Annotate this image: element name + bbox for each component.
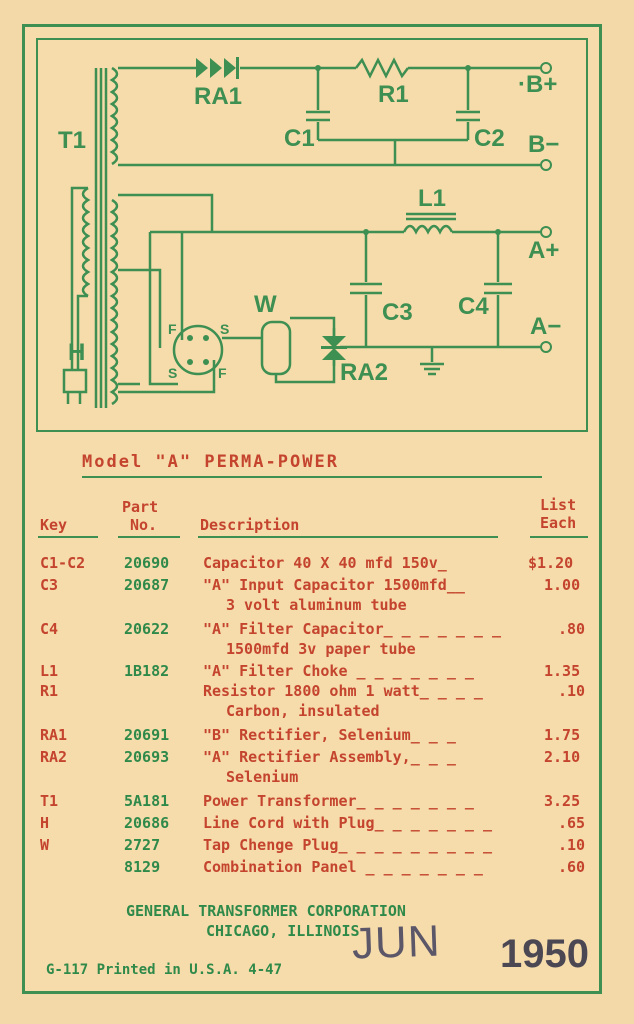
date-stamp-year: 1950 (500, 932, 589, 976)
row-desc: "A" Input Capacitor 1500mfd__ (203, 576, 465, 594)
row-part: 1B182 (124, 662, 170, 680)
row-part: 20687 (124, 576, 170, 594)
label-socket-f1: F (168, 321, 177, 337)
parts-row (0, 726, 634, 748)
row-key: C3 (40, 576, 59, 594)
row-desc: "A" Filter Capacitor_ _ _ _ _ _ _ (203, 620, 502, 638)
row-price: 3.25 (544, 792, 581, 810)
header-rule-key (38, 536, 98, 538)
header-list-2: Each (540, 514, 577, 532)
label-ra1: RA1 (194, 83, 243, 110)
row-desc: Capacitor 40 X 40 mfd 150v_ (203, 554, 447, 572)
row-part: 2727 (124, 836, 161, 854)
label-ra2: RA2 (340, 359, 389, 386)
row-price: 1.35 (544, 662, 581, 680)
row-desc: "A" Rectifier Assembly,_ _ _ (203, 748, 456, 766)
header-part-2: No. (130, 516, 158, 534)
row-part: 20686 (124, 814, 170, 832)
label-t1: T1 (58, 127, 87, 154)
parts-row (0, 682, 634, 704)
row-part: 20690 (124, 554, 170, 572)
row-key: C4 (40, 620, 59, 638)
row-part: 20691 (124, 726, 170, 744)
row-desc: Power Transformer_ _ _ _ _ _ _ (203, 792, 474, 810)
label-socket-f2: F (218, 365, 227, 381)
label-c1: C1 (284, 125, 315, 152)
label-b-minus: B− (528, 131, 560, 158)
header-rule-part (118, 536, 180, 538)
label-w: W (254, 291, 277, 318)
row-part: 20622 (124, 620, 170, 638)
company-city: CHICAGO, ILLINOIS (206, 922, 360, 940)
row-desc: Resistor 1800 ohm 1 watt_ _ _ _ (203, 682, 483, 700)
row-desc-2: 1500mfd 3v paper tube (226, 640, 416, 658)
row-key: H (40, 814, 50, 832)
row-price: .80 (558, 620, 586, 638)
label-c3: C3 (382, 299, 413, 326)
parts-row (0, 620, 634, 642)
row-desc-2: 3 volt aluminum tube (226, 596, 407, 614)
parts-row (0, 814, 634, 836)
parts-row-continued (0, 640, 634, 662)
label-socket-s1: S (220, 321, 230, 337)
row-price: 1.00 (544, 576, 581, 594)
row-price: 1.75 (544, 726, 581, 744)
parts-row (0, 858, 634, 880)
header-list-1: List (540, 496, 577, 514)
header-key: Key (40, 516, 68, 534)
parts-row-continued (0, 702, 634, 724)
parts-row-continued (0, 768, 634, 790)
print-info: G-117 Printed in U.S.A. 4-47 (46, 962, 283, 978)
row-price: 2.10 (544, 748, 581, 766)
row-desc-2: Carbon, insulated (226, 702, 380, 720)
row-desc-2: Selenium (226, 768, 299, 786)
row-price: .65 (558, 814, 586, 832)
row-price: $1.20 (528, 554, 574, 572)
header-rule-list (530, 536, 588, 538)
row-price: .10 (558, 836, 586, 854)
row-key: L1 (40, 662, 59, 680)
date-stamp-month: JUN (351, 916, 442, 969)
row-desc: Tap Chenge Plug_ _ _ _ _ _ _ _ _ (203, 836, 492, 854)
row-part: 5A181 (124, 792, 170, 810)
label-h: H (68, 339, 86, 366)
row-part: 20693 (124, 748, 170, 766)
parts-row (0, 576, 634, 598)
row-desc: "A" Filter Choke _ _ _ _ _ _ _ (203, 662, 474, 680)
label-c2: C2 (474, 125, 505, 152)
label-b-plus: ·B+ (518, 71, 558, 98)
label-l1: L1 (418, 185, 447, 212)
header-part-1: Part (122, 498, 159, 516)
parts-row (0, 792, 634, 814)
label-socket-s2: S (168, 365, 178, 381)
row-key: RA2 (40, 748, 68, 766)
title-rule (82, 476, 542, 478)
row-key: RA1 (40, 726, 68, 744)
row-price: .60 (558, 858, 586, 876)
row-key: R1 (40, 682, 59, 700)
circuit-schematic (0, 0, 634, 440)
row-desc: "B" Rectifier, Selenium_ _ _ (203, 726, 456, 744)
parts-row (0, 554, 634, 576)
parts-row-continued (0, 596, 634, 618)
row-price: .10 (558, 682, 586, 700)
label-a-minus: A− (530, 313, 562, 340)
row-key: C1-C2 (40, 554, 86, 572)
header-rule-description (198, 536, 498, 538)
row-desc: Line Cord with Plug_ _ _ _ _ _ _ (203, 814, 492, 832)
header-description: Description (200, 516, 300, 534)
label-c4: C4 (458, 293, 489, 320)
parts-row (0, 836, 634, 858)
row-key: T1 (40, 792, 59, 810)
label-a-plus: A+ (528, 237, 560, 264)
parts-row (0, 748, 634, 770)
row-part: 8129 (124, 858, 161, 876)
row-key: W (40, 836, 50, 854)
model-title: Model "A" PERMA-POWER (82, 452, 339, 472)
parts-row (0, 662, 634, 684)
company-name: GENERAL TRANSFORMER CORPORATION (126, 902, 406, 920)
row-desc: Combination Panel _ _ _ _ _ _ _ (203, 858, 483, 876)
label-r1: R1 (378, 81, 409, 108)
